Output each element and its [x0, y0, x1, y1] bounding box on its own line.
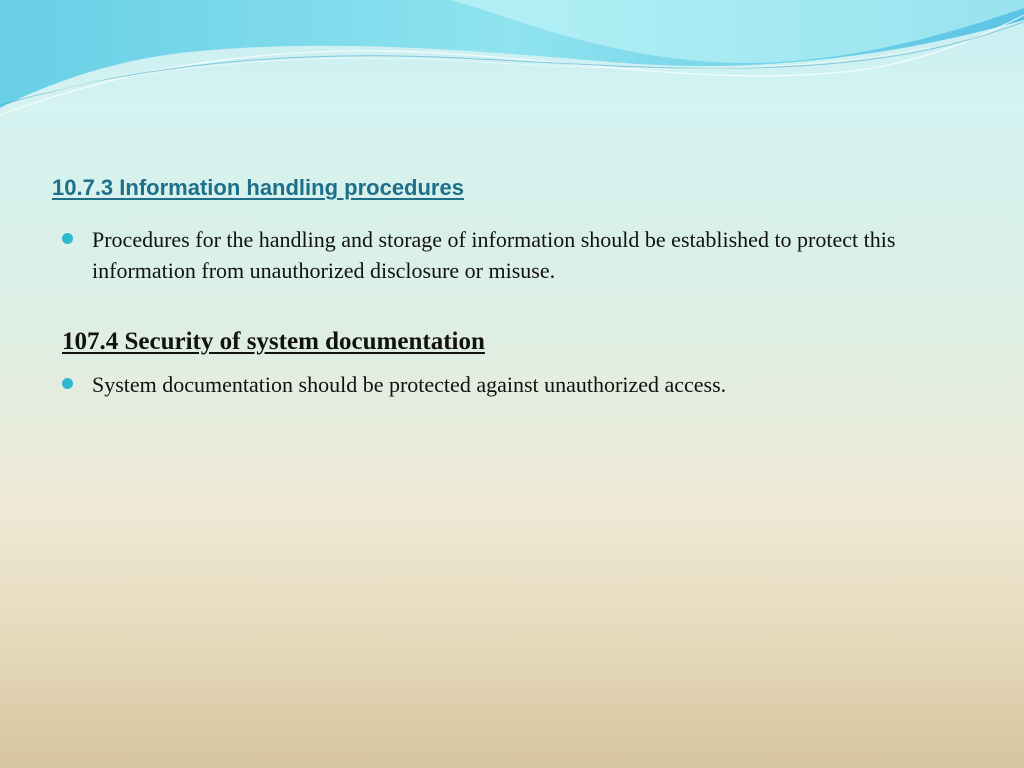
bullet-list-system-documentation — [62, 369, 962, 400]
bullet-dot-icon — [62, 233, 73, 244]
bullet-list-information-handling — [62, 224, 962, 286]
bullet-item — [62, 224, 962, 286]
section-heading-information-handling: 10.7.3 Information handling procedures — [52, 175, 464, 200]
bullet-item — [62, 369, 962, 400]
bullet-text: Procedures for the handling and storage of information should be established to protect this information from unauthorized disclosure or misuse. — [92, 227, 896, 283]
section-heading-system-documentation: 107.4 Security of system documentation — [62, 328, 485, 355]
bullet-text: System documentation should be protected against unauthorized access. — [92, 372, 727, 397]
bullet-dot-icon — [62, 378, 73, 389]
